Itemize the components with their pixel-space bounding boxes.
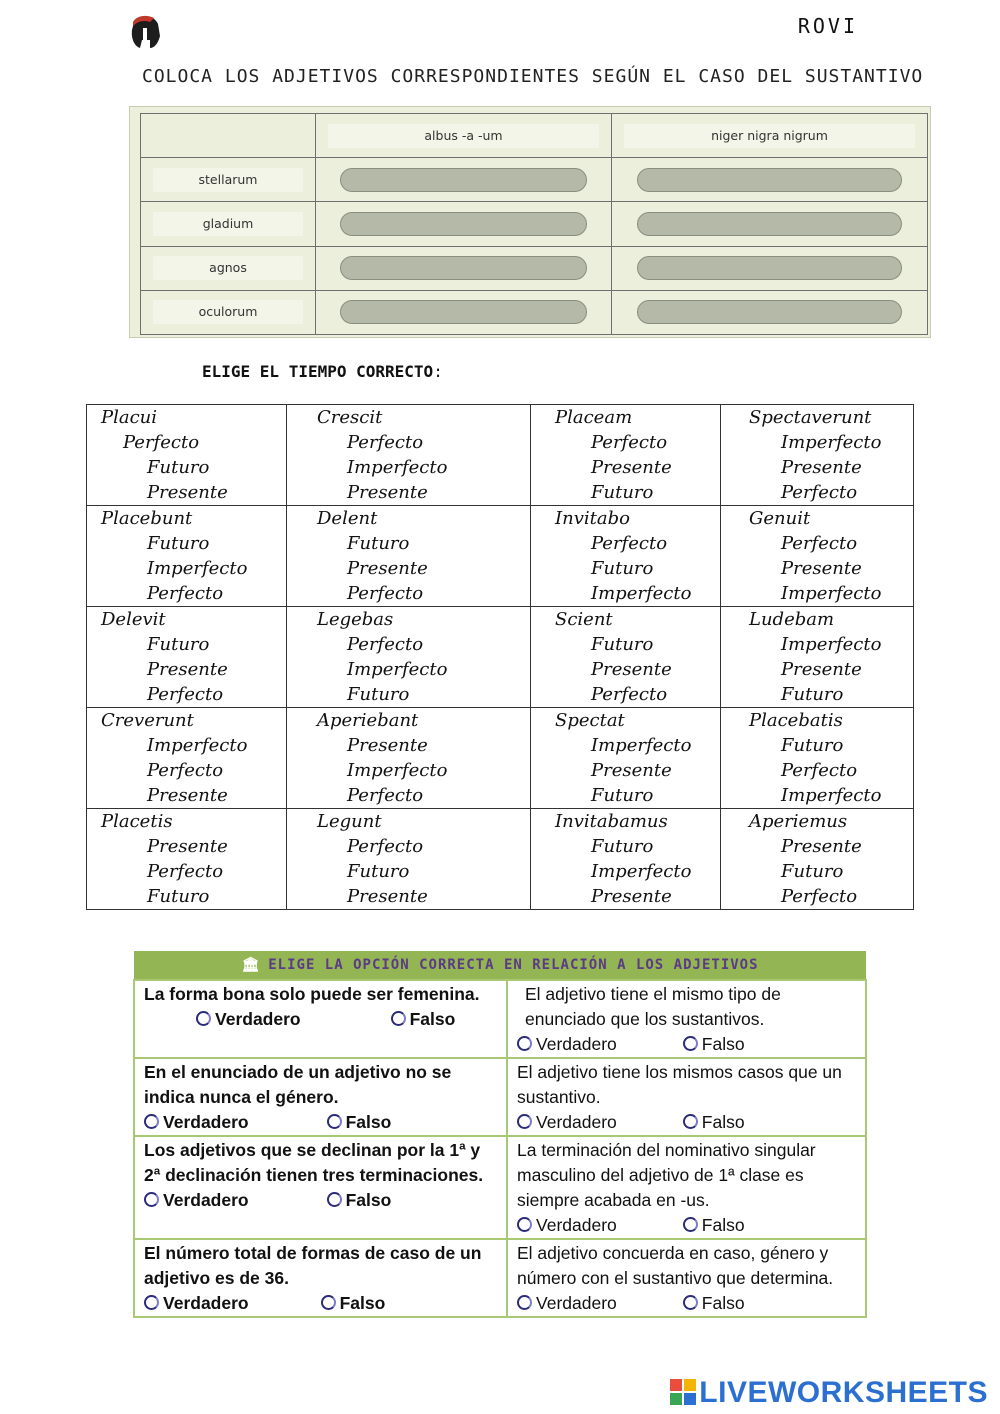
tense-option[interactable]: Futuro (781, 861, 844, 882)
tense-option[interactable]: Imperfecto (781, 785, 882, 806)
option-label-true[interactable]: Verdadero (536, 1112, 617, 1132)
tense-option[interactable]: Imperfecto (781, 432, 882, 453)
radio-false[interactable] (683, 1295, 698, 1310)
tense-cell (531, 809, 721, 910)
tense-option[interactable]: Futuro (347, 861, 410, 882)
tense-cell (531, 708, 721, 809)
tense-option[interactable]: Futuro (591, 634, 654, 655)
verb-form: Placebatis (749, 710, 843, 731)
question-text: El adjetivo tiene los mismos casos que un sustantivo. (517, 1062, 842, 1107)
tense-cell (287, 405, 531, 506)
radio-false[interactable] (391, 1011, 406, 1026)
author-name: ROVI (797, 14, 858, 38)
quiz-question-cell (507, 1239, 866, 1317)
tense-option[interactable]: Perfecto (591, 432, 668, 453)
drop-zone[interactable] (340, 212, 588, 236)
tense-option[interactable]: Imperfecto (147, 558, 248, 579)
tense-option[interactable]: Perfecto (147, 760, 224, 781)
tense-option[interactable]: Perfecto (347, 583, 424, 604)
tense-cell (721, 607, 914, 708)
tense-option[interactable]: Perfecto (591, 533, 668, 554)
brand-logo: LIVEWORKSHEETS (670, 1376, 988, 1410)
tense-option[interactable]: Futuro (591, 785, 654, 806)
tense-option[interactable]: Futuro (347, 684, 410, 705)
row-label-agnos: agnos (153, 256, 303, 280)
quiz-header: 🏛 ELIGE LA OPCIÓN CORRECTA EN RELACIÓN A LOS ADJETIVOS (134, 951, 866, 980)
tense-option[interactable]: Imperfecto (591, 861, 692, 882)
tense-option[interactable]: Imperfecto (591, 735, 692, 756)
section2-title: ELIGE EL TIEMPO CORRECTO: (202, 362, 443, 381)
tense-option[interactable]: Imperfecto (591, 583, 692, 604)
tense-option[interactable]: Perfecto (347, 634, 424, 655)
quiz-question-cell (507, 1136, 866, 1239)
radio-true[interactable] (144, 1192, 159, 1207)
column-header-albus: albus -a -um (328, 124, 599, 148)
tense-option[interactable]: Imperfecto (347, 457, 448, 478)
tense-option[interactable]: Imperfecto (147, 735, 248, 756)
tense-option[interactable]: Presente (347, 482, 428, 503)
row-label-stellarum: stellarum (153, 168, 303, 192)
option-label-false[interactable]: Falso (339, 1293, 386, 1313)
radio-false[interactable] (321, 1295, 336, 1310)
radio-false[interactable] (683, 1217, 698, 1232)
option-label-false[interactable]: Falso (409, 1009, 456, 1029)
row-label-oculorum: oculorum (153, 300, 303, 324)
tense-option[interactable]: Presente (147, 785, 228, 806)
radio-true[interactable] (517, 1295, 532, 1310)
tense-option[interactable]: Presente (347, 558, 428, 579)
radio-true[interactable] (517, 1114, 532, 1129)
tense-option[interactable]: Futuro (591, 482, 654, 503)
tense-option[interactable]: Presente (347, 735, 428, 756)
quiz-question-cell (134, 1136, 507, 1239)
drop-zone[interactable] (637, 256, 902, 280)
option-label-true[interactable]: Verdadero (163, 1112, 249, 1132)
tense-option[interactable]: Presente (147, 482, 228, 503)
adjective-dragdrop-panel (129, 106, 931, 338)
option-label-false[interactable]: Falso (701, 1293, 745, 1313)
question-text: La forma bona solo puede ser femenina. (144, 984, 480, 1004)
tense-cell (287, 809, 531, 910)
option-label-false[interactable]: Falso (701, 1112, 745, 1132)
tense-option[interactable]: Imperfecto (781, 634, 882, 655)
radio-false[interactable] (683, 1114, 698, 1129)
quiz-question-cell (134, 980, 507, 1058)
tense-option[interactable]: Presente (781, 836, 862, 857)
tense-option[interactable]: Futuro (591, 836, 654, 857)
tense-option[interactable]: Imperfecto (347, 659, 448, 680)
section1-title: COLOCA LOS ADJETIVOS CORRESPONDIENTES SEGÚN EL CASO DEL SUSTANTIVO (142, 66, 924, 87)
tense-option[interactable]: Perfecto (781, 886, 858, 907)
question-text: La terminación del nominativo singular masculino del adjetivo de 1ª clase es siempre acabada en -us. (517, 1140, 816, 1210)
tense-cell (531, 506, 721, 607)
tense-cell (531, 405, 721, 506)
tense-option[interactable]: Futuro (147, 634, 210, 655)
quiz-question-cell (134, 1239, 507, 1317)
verb-form: Aperiebant (317, 710, 419, 731)
verb-form: Placeam (555, 407, 633, 428)
verb-form: Placui (101, 407, 158, 428)
tense-option[interactable]: Presente (591, 457, 672, 478)
option-label-true[interactable]: Verdadero (536, 1215, 617, 1235)
verb-form: Creverunt (101, 710, 194, 731)
verb-form: Placebunt (101, 508, 193, 529)
tense-option[interactable]: Perfecto (147, 583, 224, 604)
tense-option[interactable]: Presente (591, 659, 672, 680)
tense-option[interactable]: Presente (781, 457, 862, 478)
drop-zone[interactable] (340, 300, 588, 324)
drop-zone[interactable] (637, 168, 902, 192)
option-label-false[interactable]: Falso (345, 1190, 392, 1210)
tense-cell (87, 708, 287, 809)
drop-zone[interactable] (637, 212, 902, 236)
tense-cell (87, 506, 287, 607)
option-label-false[interactable]: Falso (701, 1034, 745, 1054)
verb-form: Delevit (101, 609, 166, 630)
tense-option[interactable]: Presente (591, 886, 672, 907)
option-label-true[interactable]: Verdadero (215, 1009, 301, 1029)
quiz-question-cell (134, 1058, 507, 1136)
tense-option[interactable]: Perfecto (347, 785, 424, 806)
quiz-question-cell (507, 980, 866, 1058)
radio-false[interactable] (683, 1036, 698, 1051)
verb-form: Legebas (317, 609, 394, 630)
tense-cell (287, 607, 531, 708)
question-text: En el enunciado de un adjetivo no se indica nunca el género. (144, 1062, 452, 1107)
tense-option[interactable]: Perfecto (781, 482, 858, 503)
tense-option[interactable]: Perfecto (781, 760, 858, 781)
drop-zone[interactable] (340, 168, 588, 192)
question-text: El número total de formas de caso de un adjetivo es de 36. (144, 1243, 482, 1288)
tense-cell (531, 607, 721, 708)
tense-option[interactable]: Imperfecto (781, 583, 882, 604)
temple-icon: 🏛 (241, 957, 261, 973)
verb-form: Aperiemus (749, 811, 848, 832)
tense-option[interactable]: Perfecto (147, 684, 224, 705)
tense-option[interactable]: Perfecto (147, 861, 224, 882)
empty-corner-cell (141, 114, 316, 158)
radio-false[interactable] (327, 1114, 342, 1129)
tense-cell (721, 405, 914, 506)
tense-option[interactable]: Presente (347, 886, 428, 907)
spartan-helmet-icon (128, 14, 164, 52)
tense-cell (721, 809, 914, 910)
drop-zone[interactable] (637, 300, 902, 324)
option-label-true[interactable]: Verdadero (536, 1034, 617, 1054)
tense-cell (721, 506, 914, 607)
tense-option[interactable]: Presente (591, 760, 672, 781)
row-label-gladium: gladium (153, 212, 303, 236)
verb-form: Spectat (555, 710, 625, 731)
tense-option[interactable]: Futuro (781, 684, 844, 705)
tense-option[interactable]: Imperfecto (347, 760, 448, 781)
adjective-quiz-table (133, 951, 867, 1318)
column-header-niger: niger nigra nigrum (624, 124, 915, 148)
tense-option[interactable]: Futuro (591, 558, 654, 579)
tense-cell (721, 708, 914, 809)
question-text: Los adjetivos que se declinan por la 1ª y 2ª declinación tienen tres terminaciones. (144, 1140, 484, 1185)
tense-cell (87, 607, 287, 708)
radio-false[interactable] (327, 1192, 342, 1207)
option-label-false[interactable]: Falso (345, 1112, 392, 1132)
option-label-true[interactable]: Verdadero (163, 1293, 249, 1313)
option-label-false[interactable]: Falso (701, 1215, 745, 1235)
tense-cell (287, 708, 531, 809)
tense-option[interactable]: Futuro (147, 533, 210, 554)
option-label-true[interactable]: Verdadero (536, 1293, 617, 1313)
tense-option[interactable]: Futuro (147, 886, 210, 907)
question-text: El adjetivo tiene el mismo tipo de enunciado que los sustantivos. (525, 984, 781, 1029)
drop-zone[interactable] (340, 256, 588, 280)
tense-choice-table (86, 404, 914, 910)
tense-option[interactable]: Perfecto (347, 432, 424, 453)
verb-form: Spectaverunt (749, 407, 872, 428)
radio-true[interactable] (144, 1295, 159, 1310)
tense-cell (87, 405, 287, 506)
quiz-question-cell (507, 1058, 866, 1136)
radio-true[interactable] (196, 1011, 211, 1026)
tense-cell (287, 506, 531, 607)
verb-form: Delent (317, 508, 378, 529)
radio-true[interactable] (144, 1114, 159, 1129)
tense-option[interactable]: Perfecto (123, 432, 200, 453)
liveworksheets-logo-icon (670, 1379, 696, 1405)
tense-option[interactable]: Presente (781, 558, 862, 579)
radio-true[interactable] (517, 1036, 532, 1051)
option-label-true[interactable]: Verdadero (163, 1190, 249, 1210)
tense-option[interactable]: Presente (147, 836, 228, 857)
tense-option[interactable]: Perfecto (781, 533, 858, 554)
tense-option[interactable]: Futuro (781, 735, 844, 756)
verb-form: Crescit (317, 407, 383, 428)
verb-form: Invitabamus (555, 811, 668, 832)
verb-form: Genuit (749, 508, 811, 529)
tense-option[interactable]: Presente (781, 659, 862, 680)
verb-form: Ludebam (749, 609, 835, 630)
tense-option[interactable]: Perfecto (591, 684, 668, 705)
radio-true[interactable] (517, 1217, 532, 1232)
verb-form: Legunt (317, 811, 382, 832)
tense-cell (87, 809, 287, 910)
verb-form: Placetis (101, 811, 173, 832)
verb-form: Invitabo (555, 508, 630, 529)
question-text: El adjetivo concuerda en caso, género y número con el sustantivo que determina. (517, 1243, 834, 1288)
tense-option[interactable]: Perfecto (347, 836, 424, 857)
tense-option[interactable]: Futuro (347, 533, 410, 554)
tense-option[interactable]: Presente (147, 659, 228, 680)
tense-option[interactable]: Futuro (147, 457, 210, 478)
verb-form: Scient (555, 609, 613, 630)
